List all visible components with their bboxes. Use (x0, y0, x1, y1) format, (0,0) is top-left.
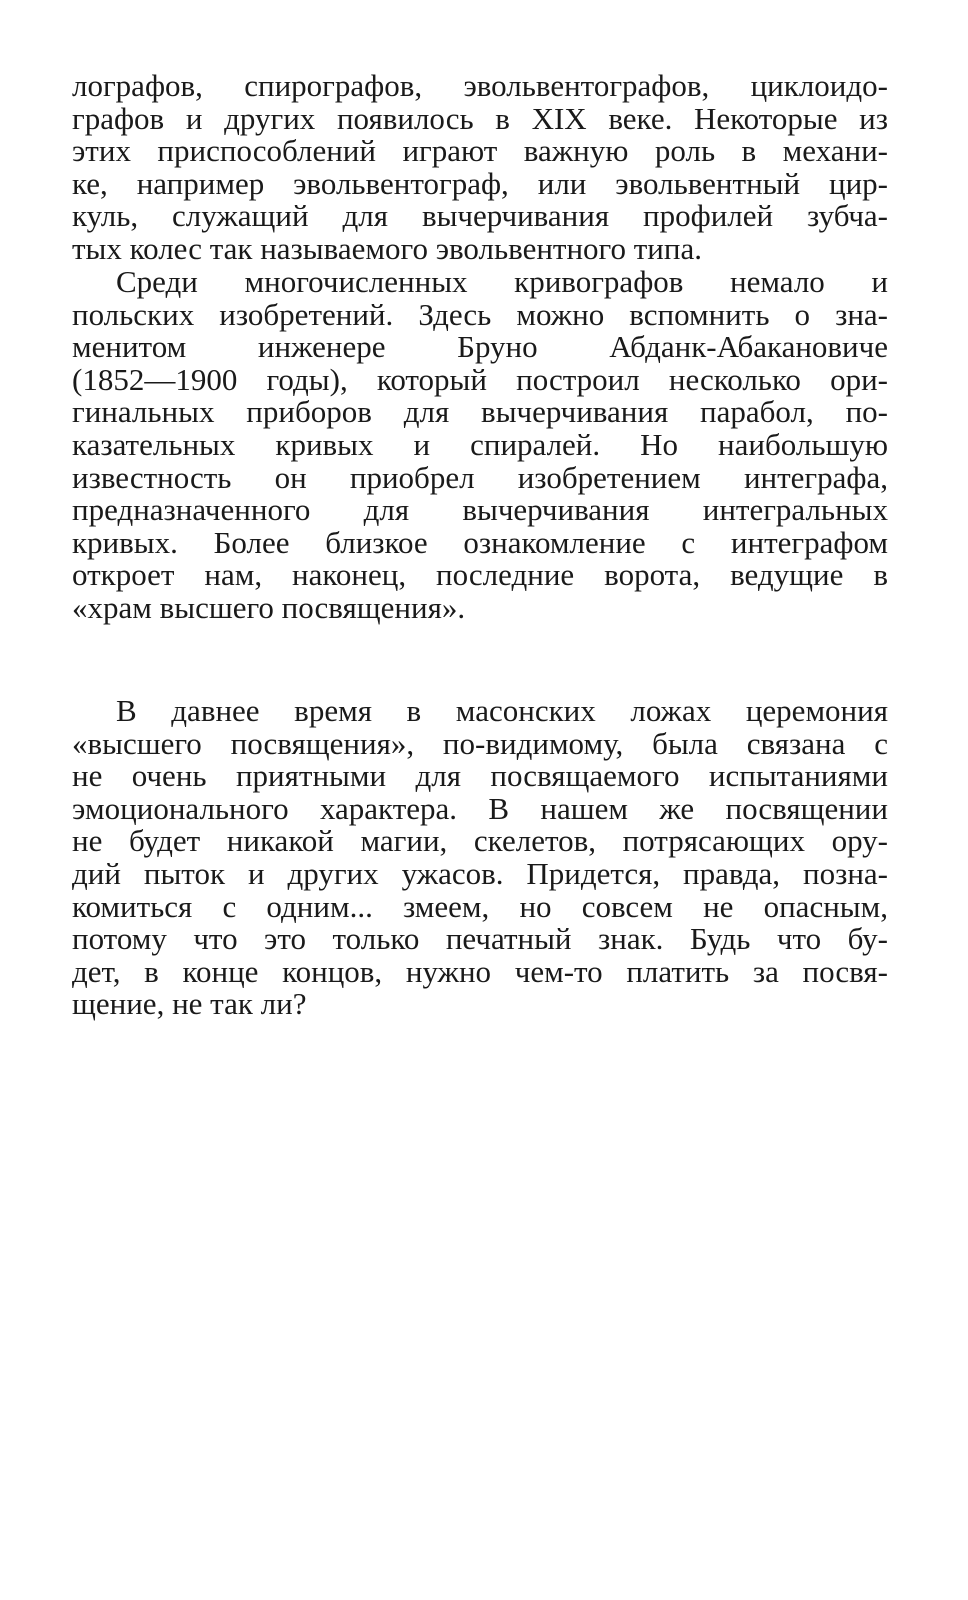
text-line: графов и других появилось в XIX веке. Некоторые из (72, 100, 888, 136)
text-line: тых колес так называемого эвольвентного типа. (72, 230, 702, 266)
text-line: комиться с одним... змеем, но совсем не опасным, (72, 888, 888, 924)
text-line: «высшего посвящения», по-видимому, была связана с (72, 725, 888, 761)
text-line: гинальных приборов для вычерчивания парабол, по- (72, 394, 888, 430)
text-line: этих приспособлений играют важную роль в механи- (72, 133, 888, 169)
paragraph-initiation (72, 695, 888, 1021)
text-line: щение, не так ли? (72, 986, 307, 1022)
text-line: казательных кривых и спиралей. Но наибольшую (72, 426, 888, 462)
text-line: Среди многочисленных кривографов немало и (116, 264, 888, 299)
text-line: менитом инженере Бруно Абданк-Абакановиче (72, 329, 888, 365)
text-line: дий пыток и других ужасов. Придется, правда, позна- (72, 855, 888, 891)
text-line: «храм высшего посвящения». (72, 589, 466, 625)
text-line: дет, в конце концов, нужно чем-то платить за посвя- (72, 953, 888, 989)
text-line: польских изобретений. Здесь можно вспомнить о зна- (72, 296, 888, 332)
text-line: не будет никакой магии, скелетов, потрясающих ору- (72, 823, 888, 859)
text-line: куль, служащий для вычерчивания профилей зубча- (72, 198, 888, 234)
text-line: В давнее время в масонских ложах церемония (116, 693, 888, 728)
text-line: откроет нам, наконец, последние ворота, ведущие в (72, 557, 888, 593)
text-line: ке, например эвольвентограф, или эвольвентный цир- (72, 165, 888, 201)
text-line: лографов, спирографов, эвольвентографов, циклоидо- (72, 68, 888, 103)
text-line: (1852—1900 годы), который построил несколько ори- (72, 361, 888, 397)
text-line: известность он приобрел изобретением интеграфа, (72, 459, 888, 495)
text-line: кривых. Более близкое ознакомление с интеграфом (72, 524, 888, 560)
text-line: эмоционального характера. В нашем же посвящении (72, 790, 888, 826)
text-line: потому что это только печатный знак. Будь что бу- (72, 921, 888, 957)
text-line: не очень приятными для посвящаемого испытаниями (72, 758, 888, 794)
paragraph-abdank-abakanowicz (72, 266, 888, 625)
text-line: предназначенного для вычерчивания интегральных (72, 492, 888, 528)
paragraph-curve-instruments (72, 70, 888, 266)
